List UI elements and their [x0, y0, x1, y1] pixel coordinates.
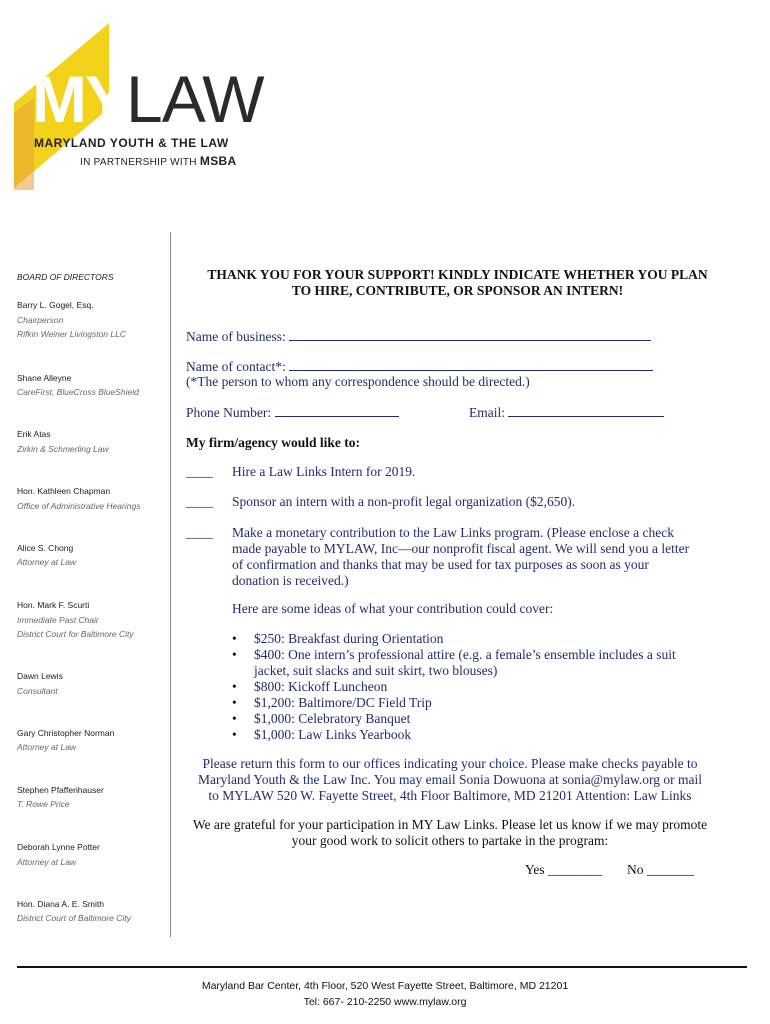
- contact-note: (*The person to whom any correspondence should be directed.): [186, 374, 530, 389]
- option-blank[interactable]: ____: [186, 525, 213, 540]
- grateful-text: [180, 817, 720, 849]
- list-item: [232, 647, 676, 663]
- member-role: Attorney at Law: [17, 742, 77, 752]
- list-item: [232, 679, 676, 695]
- member-name: Dawn Lewis: [17, 671, 63, 681]
- member-role: Consultant: [17, 686, 58, 696]
- idea-text: $1,200: Baltimore/DC Field Trip: [254, 695, 432, 710]
- idea-text: jacket, suit slacks and suit skirt, two blouses): [254, 663, 498, 678]
- idea-text: $800: Kickoff Luncheon: [254, 679, 388, 694]
- bullet-icon: •: [232, 679, 237, 694]
- logo-my: MY: [32, 62, 127, 136]
- option-contribute-line: made payable to MYLAW, Inc—our nonprofit fiscal agent. We will send you a letter: [232, 541, 690, 556]
- idea-text: $250: Breakfast during Orientation: [254, 631, 444, 646]
- return-line: Please return this form to our offices indicating your choice. Please make checks payable to: [202, 756, 698, 771]
- member-role: Chairperson: [17, 315, 64, 325]
- option-contribute: [232, 525, 689, 589]
- mylaw-logo: [14, 18, 264, 198]
- member-role: Office of Administrative Hearings: [17, 501, 141, 511]
- ideas-intro: Here are some ideas of what your contribution could cover:: [232, 601, 554, 616]
- email-label: Email:: [469, 405, 505, 420]
- member-name: Stephen Pfaffenhauser: [17, 785, 104, 795]
- logo-partnership: [80, 154, 236, 168]
- business-input[interactable]: [289, 328, 651, 341]
- contact-label: Name of contact*:: [186, 359, 286, 374]
- phone-field: [186, 404, 399, 421]
- logo-subtitle: MARYLAND YOUTH & THE LAW: [34, 136, 229, 150]
- business-label: Name of business:: [186, 329, 286, 344]
- member-role: Rifkin Weiner Livingston LLC: [17, 329, 126, 339]
- return-instructions: [180, 756, 720, 804]
- member-role: Attorney at Law: [17, 857, 77, 867]
- member-role: Zirkin & Schmerling Law: [17, 444, 109, 454]
- board-title: BOARD OF DIRECTORS: [17, 272, 114, 282]
- option-contribute-line: Make a monetary contribution to the Law Links program. (Please enclose a check: [232, 525, 674, 540]
- member-name: Hon. Mark F. Scurti: [17, 600, 90, 610]
- member-name: Gary Christopher Norman: [17, 728, 115, 738]
- form-heading: [185, 267, 730, 299]
- member-role: District Court for Baltimore City: [17, 629, 134, 639]
- option-blank[interactable]: ____: [186, 464, 213, 479]
- list-item: [232, 727, 676, 743]
- heading-line: TO HIRE, CONTRIBUTE, OR SPONSOR AN INTERN!: [291, 283, 624, 298]
- return-line: to MYLAW 520 W. Fayette Street, 4th Floor Baltimore, MD 21201 Attention: Law Links: [208, 788, 692, 803]
- idea-text: $400: One intern’s professional attire (e.g. a female’s ensemble includes a suit: [254, 647, 676, 662]
- footer-rule: [17, 966, 747, 968]
- return-line: Maryland Youth & the Law Inc. You may email Sonia Dowuona at sonia@mylaw.org or mail: [198, 772, 702, 787]
- list-item: [232, 711, 676, 727]
- logo-partnership-text: IN PARTNERSHIP WITH: [80, 157, 197, 168]
- bullet-icon: •: [232, 647, 237, 662]
- option-contribute-line: donation is received.): [232, 573, 349, 588]
- member-name: Deborah Lynne Potter: [17, 842, 100, 852]
- member-role: District Court of Baltimore City: [17, 913, 131, 923]
- option-blank[interactable]: ____: [186, 494, 213, 509]
- contact-input[interactable]: [289, 358, 653, 371]
- phone-input[interactable]: [275, 404, 399, 417]
- bullet-icon: •: [232, 727, 237, 742]
- option-hire: Hire a Law Links Intern for 2019.: [232, 464, 416, 479]
- member-name: Erik Atas: [17, 429, 51, 439]
- footer-address: Maryland Bar Center, 4th Floor, 520 West Fayette Street, Baltimore, MD 21201: [201, 980, 569, 992]
- member-role: T. Rowe Price: [17, 799, 70, 809]
- member-name: Shane Alleyne: [17, 373, 72, 383]
- list-item: [232, 631, 676, 647]
- email-input[interactable]: [508, 404, 664, 417]
- list-item: [232, 695, 676, 711]
- sidebar-divider: [170, 232, 171, 937]
- member-role: Immediate Past Chair: [17, 615, 99, 625]
- business-field: [186, 328, 651, 345]
- grateful-line: We are grateful for your participation in MY Law Links. Please let us know if we may promote: [192, 817, 708, 832]
- ideas-list: [232, 631, 676, 743]
- heading-line: THANK YOU FOR YOUR SUPPORT! KINDLY INDICATE WHETHER YOU PLAN: [207, 267, 708, 282]
- member-name: Hon. Kathleen Chapman: [17, 486, 111, 496]
- logo-law: LAW: [126, 62, 264, 136]
- phone-label: Phone Number:: [186, 405, 272, 420]
- idea-text: $1,000: Law Links Yearbook: [254, 727, 412, 742]
- member-role: Attorney at Law: [17, 557, 77, 567]
- footer-contact: Tel: 667- 210-2250 www.mylaw.org: [303, 996, 467, 1008]
- list-item-continued: [232, 663, 676, 679]
- yes-option[interactable]: Yes ________: [525, 862, 603, 877]
- logo-partner: MSBA: [199, 154, 237, 168]
- member-role: CareFirst, BlueCross BlueShield: [17, 387, 139, 397]
- firm-heading: My firm/agency would like to:: [186, 435, 360, 450]
- contact-field: [186, 358, 653, 375]
- idea-text: $1,000: Celebratory Banquet: [254, 711, 411, 726]
- bullet-icon: •: [232, 711, 237, 726]
- grateful-line: your good work to solicit others to partake in the program:: [291, 833, 609, 848]
- no-option[interactable]: No _______: [627, 862, 695, 877]
- email-field: [469, 404, 664, 421]
- option-contribute-line: of confirmation and thanks that may be used for tax purposes as soon as your: [232, 557, 649, 572]
- bullet-icon: •: [232, 695, 237, 710]
- option-sponsor: Sponsor an intern with a non-profit legal organization ($2,650).: [232, 494, 576, 509]
- member-name: Alice S. Chong: [17, 543, 74, 553]
- bullet-icon: •: [232, 631, 237, 646]
- member-name: Barry L. Gogel, Esq.: [17, 300, 94, 310]
- member-name: Hon. Diana A. E. Smith: [17, 899, 104, 909]
